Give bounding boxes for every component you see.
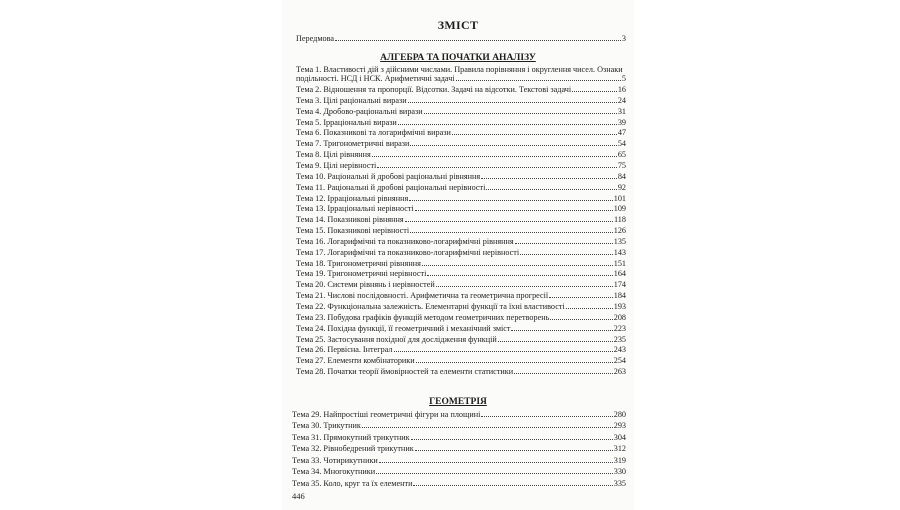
toc-entry <box>296 356 626 365</box>
toc-entry-label: Тема 5. Ірраціональні вирази <box>296 117 397 127</box>
toc-entry-page: 193 <box>613 302 626 311</box>
leader-dots <box>415 449 613 451</box>
toc-entry-label: Тема 25. Застосування похідної для дослідження функцій <box>296 334 497 344</box>
leader-dots <box>452 133 617 135</box>
toc-entry-label: Тема 17. Логарифмічні та показниково-логарифмічні нерівності <box>296 247 520 257</box>
toc-entry <box>296 269 626 278</box>
toc-entry <box>292 467 626 476</box>
toc-entry-label: Тема 19. Тригонометричні нерівності <box>296 269 427 279</box>
leader-dots <box>335 39 621 41</box>
toc-entry-page: 143 <box>613 247 626 257</box>
toc-entry-label: Тема 15. Показникові нерівності <box>296 226 410 236</box>
toc-entry-preface <box>296 34 626 43</box>
toc-entry-label: Тема 18. Тригонометричні рівняння <box>296 258 421 268</box>
toc-entry <box>292 433 626 442</box>
toc-entry-label: Тема 35. Коло, круг та їх елементи <box>292 478 413 488</box>
toc-entry-page: 5 <box>621 74 626 83</box>
toc-entry-label: Тема 13. Ірраціональні нерівності <box>296 204 414 214</box>
toc-entry <box>296 85 626 94</box>
toc-entry-label: Тема 7. Тригонометричні вирази <box>296 139 410 149</box>
toc-entry <box>296 226 626 235</box>
toc-entry-label: Тема 28. Початки теорії ймовірностей та елементи статистики <box>296 367 514 377</box>
toc-entry-label: Тема 23. Побудова графіків функцій методом геометричних перетворень <box>296 312 550 322</box>
leader-dots <box>405 220 613 222</box>
toc-entry-label: Тема 34. Многокутники <box>292 467 376 477</box>
toc-entry <box>296 139 626 148</box>
toc-entry <box>292 479 626 488</box>
toc-entry-first <box>296 65 626 83</box>
toc-entry-page: 151 <box>613 258 626 268</box>
toc-entry-label: Тема 31. Прямокутний трикутник <box>292 432 410 442</box>
toc-entry-page: 16 <box>617 85 626 94</box>
toc-entry-page: 84 <box>617 171 626 181</box>
toc-entry <box>296 291 626 300</box>
leader-dots <box>416 361 613 363</box>
toc-entry-label: Тема 10. Раціональні й дробові раціональні рівняння <box>296 171 481 181</box>
toc-entry <box>296 215 626 224</box>
toc-entry-page: 109 <box>613 204 626 214</box>
toc-entry-label: Тема 29. Найпростіші геометричні фігури на площині <box>292 410 481 419</box>
leader-dots <box>520 253 613 255</box>
toc-entry <box>296 302 626 311</box>
toc-entry <box>292 456 626 465</box>
toc-entry <box>296 280 626 289</box>
toc-entry-page: 280 <box>613 410 626 419</box>
toc-entry-label: Тема 16. Логарифмічні та показниково-логарифмічні рівняння <box>296 236 514 246</box>
toc-entry <box>296 345 626 354</box>
leader-dots <box>515 242 613 244</box>
toc-entry-label: Тема 11. Раціональні й дробові раціональні нерівності <box>296 182 486 192</box>
toc-entry-label: Тема 26. Первісна. Інтеграл <box>296 345 393 355</box>
toc-entry-page: 54 <box>617 139 626 149</box>
toc-entry <box>292 410 626 419</box>
toc-entry <box>296 335 626 344</box>
toc-entry-label: Передмова <box>296 34 334 43</box>
toc-entry <box>296 96 626 105</box>
leader-dots <box>514 372 613 374</box>
toc-entry <box>296 172 626 181</box>
toc-entry <box>296 161 626 170</box>
leader-dots <box>498 340 613 342</box>
toc-entry <box>296 128 626 137</box>
toc-entry-label: Тема 21. Числові послідовності. Арифметична та геометрична прогресії <box>296 291 549 301</box>
toc-entry-label: Тема 14. Показникові рівняння <box>296 215 404 225</box>
toc-entry-page: 263 <box>613 367 626 377</box>
leader-dots <box>486 188 616 190</box>
toc-entry-label-line1: Тема 1. Властивості дій з дійсними числами. Правила порівняння і округлення чисел. Ознаки <box>296 65 623 74</box>
toc-entry-page: 254 <box>613 356 626 366</box>
leader-dots <box>572 90 617 92</box>
toc-entry-page: 126 <box>613 226 626 236</box>
leader-dots <box>379 461 613 463</box>
leader-dots <box>427 274 612 276</box>
leader-dots <box>376 472 613 474</box>
section-heading-geometry: ГЕОМЕТРІЯ <box>429 397 487 407</box>
leader-dots <box>415 209 613 211</box>
leader-dots <box>409 199 612 201</box>
leader-dots <box>456 79 621 81</box>
leader-dots <box>372 155 617 157</box>
toc-entry-label: Тема 8. Цілі рівняння <box>296 150 371 160</box>
toc-entry-label-line2: подільності. НСД і НСК. Арифметичні задачі <box>296 74 455 83</box>
toc-entry <box>292 421 626 430</box>
toc-entry-page: 312 <box>613 444 626 454</box>
toc-entry <box>296 118 626 127</box>
leader-dots <box>481 415 612 417</box>
toc-entry-label: Тема 3. Цілі раціональні вирази <box>296 95 407 105</box>
leader-dots <box>511 329 612 331</box>
toc-entry-page: 101 <box>613 193 626 203</box>
toc-entry-page: 164 <box>613 269 626 279</box>
toc-entry-label: Тема 33. Чотирикутники <box>292 455 378 465</box>
toc-entry-page: 47 <box>617 128 626 138</box>
toc-entry-label: Тема 22. Функціональна залежність. Елементарні функції та їхні властивості <box>296 302 565 311</box>
leader-dots <box>413 484 612 486</box>
leader-dots <box>410 144 616 146</box>
toc-entry-page: 75 <box>617 160 626 170</box>
leader-dots <box>549 296 613 298</box>
toc-entry-page: 118 <box>614 215 626 225</box>
leader-dots <box>362 426 613 428</box>
toc-entry-page: 243 <box>613 345 626 355</box>
toc-entry-label: Тема 24. Похідна функції, її геометричний і механічний зміст <box>296 323 511 333</box>
toc-entry-label: Тема 20. Системи рівнянь і нерівностей <box>296 280 435 290</box>
toc-entry-page: 335 <box>613 478 626 488</box>
toc-entry-page: 135 <box>613 236 626 246</box>
leader-dots <box>436 285 613 287</box>
toc-entry-page: 174 <box>613 280 626 290</box>
leader-dots <box>377 166 616 168</box>
toc-entry <box>296 183 626 192</box>
toc-entry <box>296 237 626 246</box>
toc-entry-label: Тема 30. Трикутник <box>292 421 361 431</box>
leader-dots <box>481 177 617 179</box>
toc-entry <box>296 150 626 159</box>
toc-entry <box>296 313 626 322</box>
toc-entry-label: Тема 4. Дробово-раціональні вирази <box>296 106 423 116</box>
leader-dots <box>566 307 613 309</box>
toc-entry-page: 208 <box>613 312 626 322</box>
section-heading-algebra: АЛГЕБРА ТА ПОЧАТКИ АНАЛІЗУ <box>380 53 536 63</box>
leader-dots <box>411 438 613 440</box>
leader-dots <box>410 231 613 233</box>
toc-entry <box>296 367 626 376</box>
toc-entry-page: 235 <box>613 334 626 344</box>
toc-entry-label: Тема 9. Цілі нерівності <box>296 160 377 170</box>
toc-entry-page: 92 <box>617 182 626 192</box>
leader-dots <box>422 264 613 266</box>
toc-entry <box>296 107 626 116</box>
toc-entry-page: 319 <box>613 455 626 465</box>
leader-dots <box>408 101 617 103</box>
toc-entry <box>296 204 626 213</box>
toc-entry-label: Тема 27. Елементи комбінаторики <box>296 356 415 366</box>
toc-entry-page: 304 <box>613 432 626 442</box>
toc-entry <box>292 444 626 453</box>
toc-entry-label: Тема 6. Показникові та логарифмічні вирази <box>296 128 451 138</box>
toc-entry-page: 31 <box>617 106 626 116</box>
toc-entry-page: 3 <box>621 34 626 43</box>
toc-entry-page: 24 <box>617 95 626 105</box>
toc-entry-label: Тема 32. Рівнобедрений трикутник <box>292 444 414 454</box>
toc-entry <box>296 324 626 333</box>
toc-entry-label: Тема 12. Ірраціональні рівняння <box>296 193 409 203</box>
toc-entry <box>296 194 626 203</box>
toc-entry-label: Тема 2. Відношення та пропорції. Відсотки. Задачі на відсотки. Текстові задачі <box>296 85 572 94</box>
toc-entry-page: 330 <box>613 467 626 477</box>
page-title: ЗМІСТ <box>437 18 479 32</box>
leader-dots <box>550 318 612 320</box>
leader-dots <box>398 123 617 125</box>
book-page <box>282 0 634 510</box>
leader-dots <box>424 112 617 114</box>
toc-entry-page: 293 <box>613 421 626 431</box>
toc-entry-page: 184 <box>613 291 626 301</box>
toc-entry <box>296 248 626 257</box>
toc-entry <box>296 259 626 268</box>
leader-dots <box>394 350 613 352</box>
toc-entry-page: 39 <box>617 117 626 127</box>
toc-entry-page: 223 <box>613 323 626 333</box>
page-number: 446 <box>292 491 305 501</box>
toc-entry-page: 65 <box>617 150 626 160</box>
